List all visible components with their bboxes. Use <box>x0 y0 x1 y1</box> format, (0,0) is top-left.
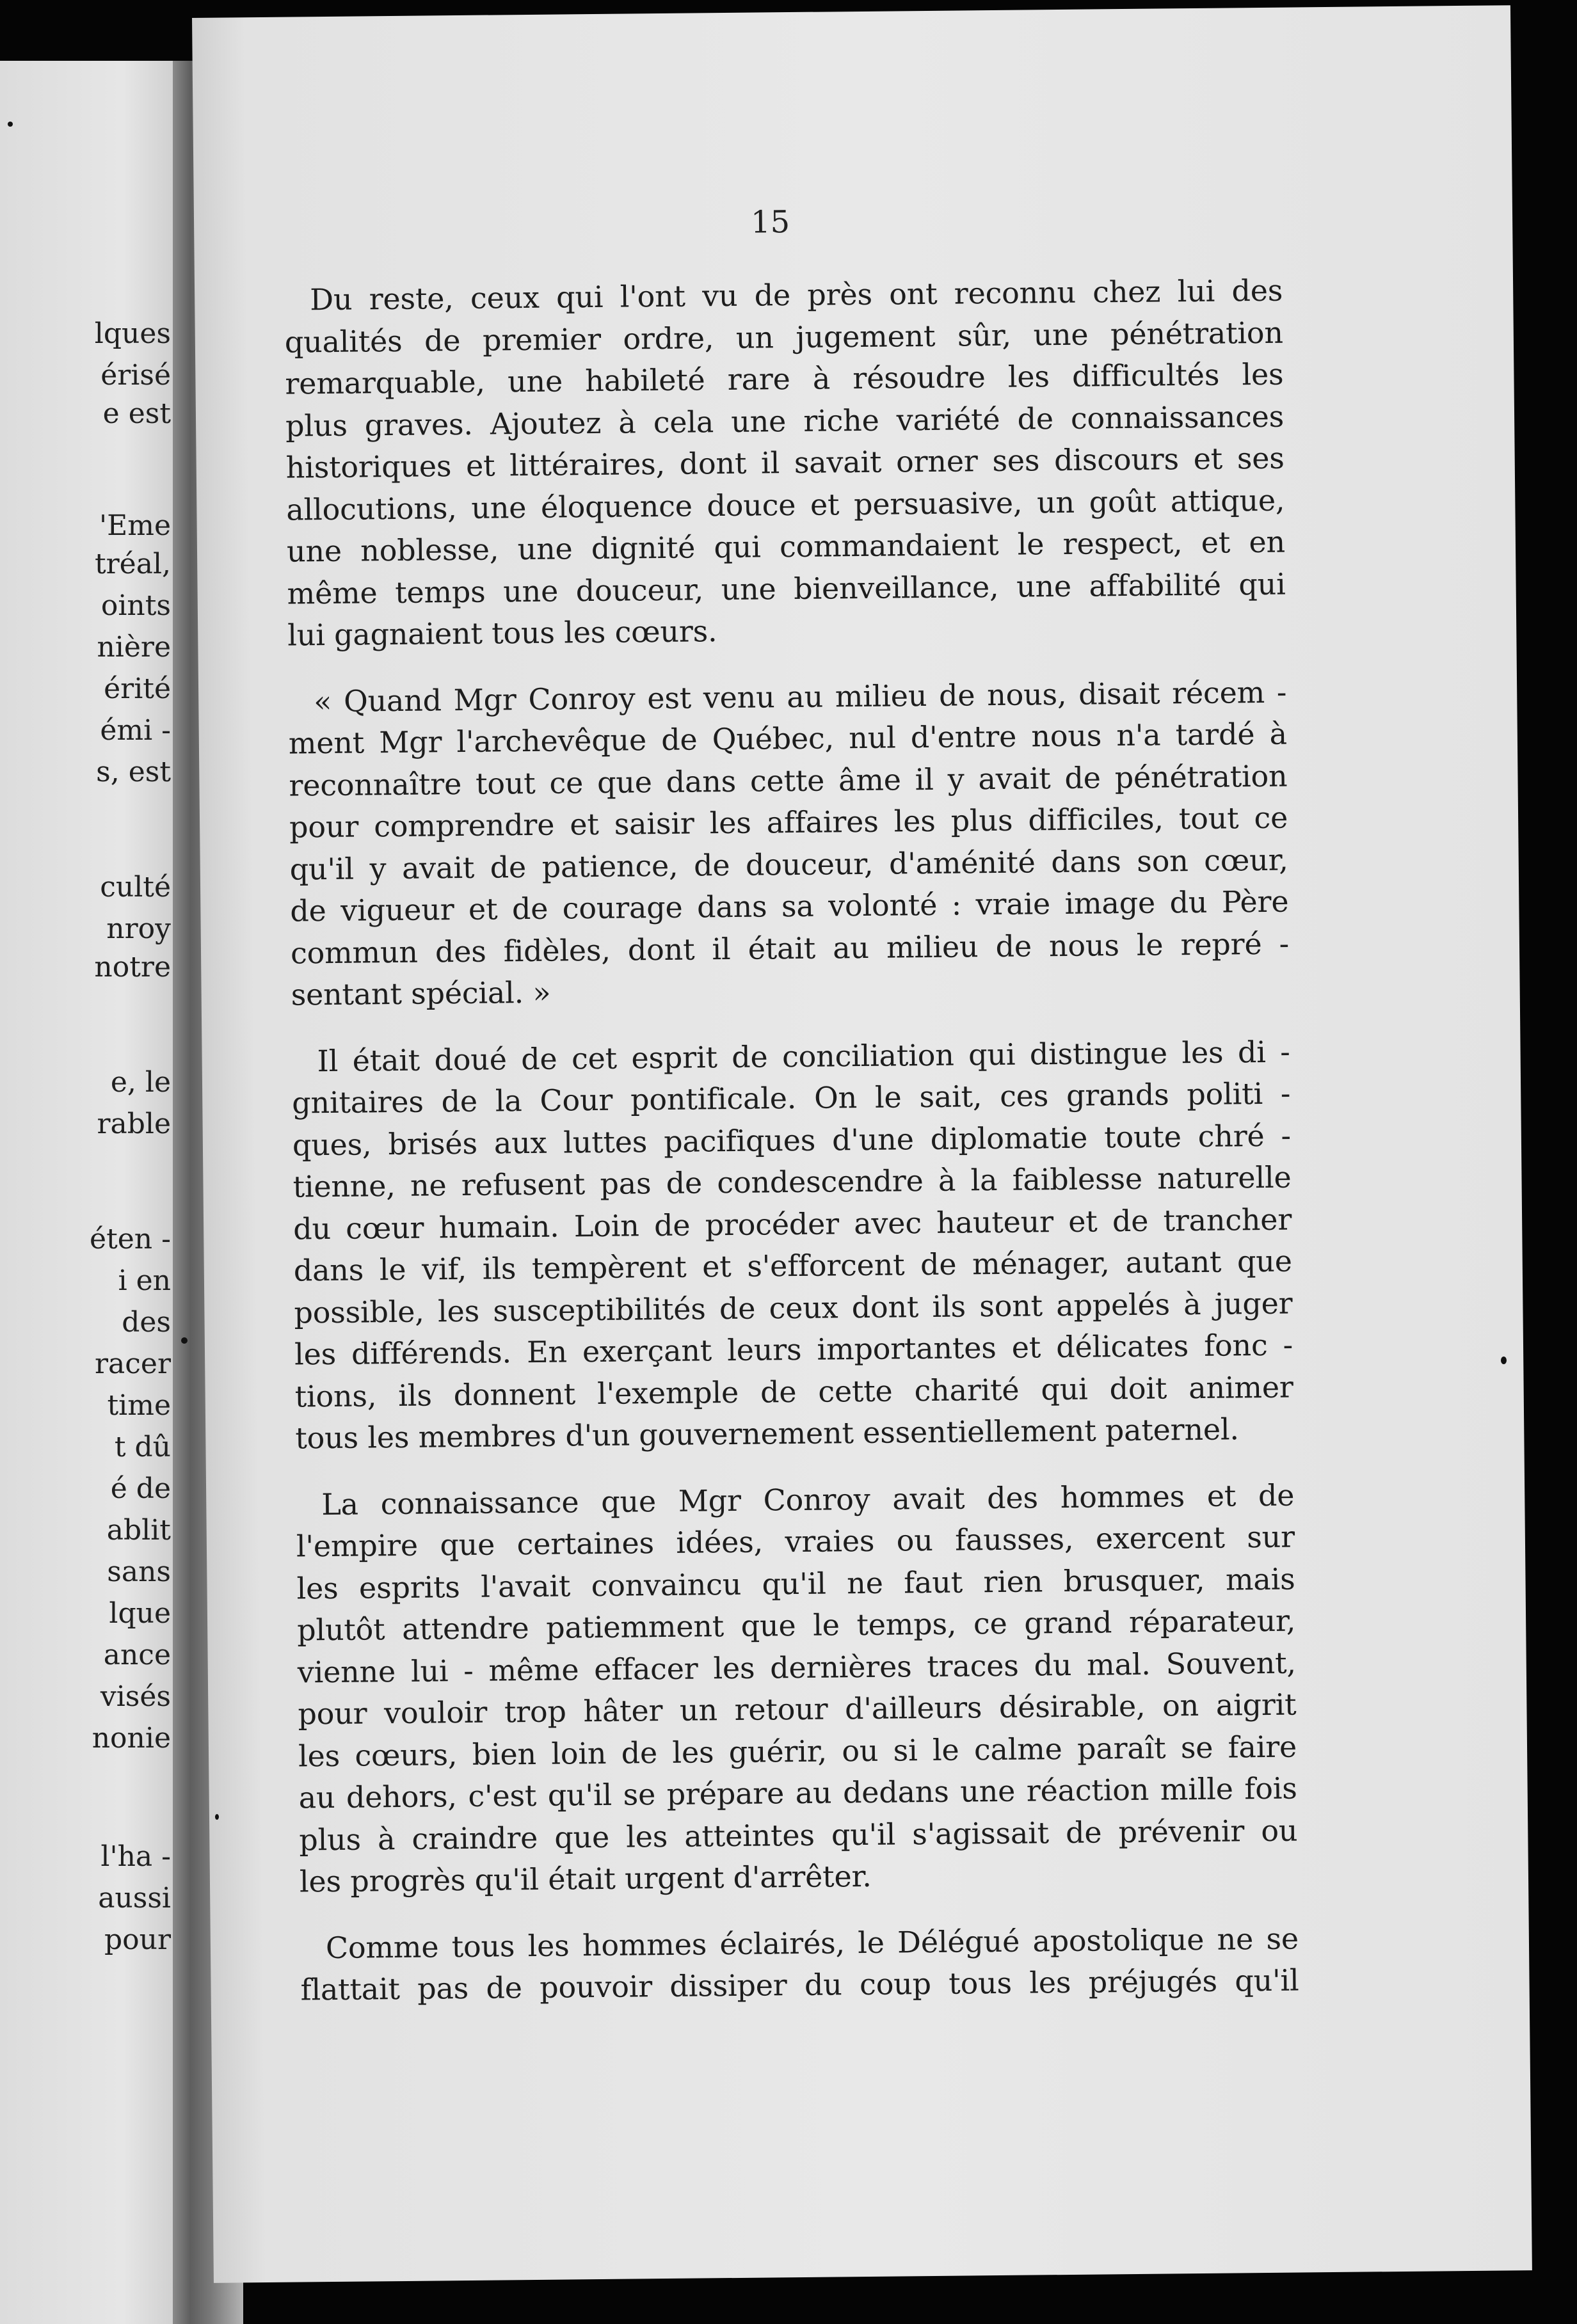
text-line: La connaissance que Mgr Conroy avait des hommes et de <box>321 1477 1295 1522</box>
left-page-text-fragment: rable <box>97 1108 171 1140</box>
left-page-text-fragment: nonie <box>92 1722 171 1755</box>
dust-speck <box>181 1337 188 1344</box>
text-line: qu'il y avait de patience, de douceur, d'aménité dans son cœur, <box>289 842 1288 887</box>
text-line: pour comprendre et saisir les affaires les plus difficiles, tout ce <box>289 800 1288 845</box>
text-line: dans le vif, ils tempèrent et s'efforcent de ménager, autant que <box>293 1243 1292 1288</box>
left-page-text-fragment: ablit <box>106 1514 171 1547</box>
left-page-text-fragment: culté <box>100 871 171 903</box>
text-line: Comme tous les hommes éclairés, le Délégué apostolique ne se <box>325 1921 1299 1965</box>
paragraph <box>288 671 1290 1016</box>
text-line: Du reste, ceux qui l'ont vu de près ont reconnu chez lui des <box>309 273 1283 317</box>
text-line: ment Mgr l'archevêque de Québec, nul d'entre nous n'a tardé à <box>288 716 1288 761</box>
left-page-text-fragment: érité <box>104 673 171 705</box>
text-line: reconnaître tout ce que dans cette âme il y avait de pénétration <box>289 758 1288 803</box>
text-line: commun des fidèles, dont il était au milieu de nous le repré - <box>290 926 1290 971</box>
left-page-text-fragment: des <box>122 1306 171 1339</box>
left-page-text-fragment: pour <box>104 1923 171 1956</box>
text-line: les différends. En exerçant leurs importantes et délicates fonc - <box>294 1327 1293 1372</box>
text-line: historiques et littéraires, dont il savait orner ses discours et ses <box>285 440 1285 485</box>
text-line: plus à craindre que les atteintes qu'il s'agissait de prévenir ou <box>299 1813 1298 1858</box>
left-page-text-fragment: lque <box>109 1597 171 1630</box>
left-page-text-fragment: tréal, <box>94 548 171 580</box>
left-page-text-fragment: nière <box>97 631 171 664</box>
text-line: l'empire que certaines idées, vraies ou fausses, exercent sur <box>296 1519 1295 1564</box>
text-line: au dehors, c'est qu'il se prépare au dedans une réaction mille fois <box>298 1771 1297 1815</box>
left-page-text-fragment: i en <box>118 1264 171 1297</box>
text-line: plutôt attendre patiemment que le temps, ce grand réparateur, <box>296 1603 1296 1648</box>
text-line: gnitaires de la Cour pontificale. On le sait, ces grands politi - <box>292 1076 1291 1120</box>
text-line: du cœur humain. Loin de procéder avec hauteur et de trancher <box>292 1202 1292 1246</box>
text-line: sentant spécial. » <box>291 975 551 1012</box>
text-line: lui gagnaient tous les cœurs. <box>287 614 717 653</box>
left-page-text-fragment: t dû <box>114 1431 171 1463</box>
left-page-text-fragment: e, le <box>110 1066 171 1099</box>
paragraph <box>291 1031 1293 1460</box>
text-line: tienne, ne refusent pas de condescendre à la faiblesse naturelle <box>292 1159 1292 1204</box>
left-page-text-fragment: sans <box>107 1556 171 1588</box>
left-page-text-fragment: éten - <box>90 1223 171 1255</box>
left-page-text-fragment: racer <box>95 1348 171 1380</box>
text-line: les cœurs, bien loin de les guérir, ou si le calme paraît se faire <box>298 1729 1297 1774</box>
paragraph <box>300 1918 1299 2011</box>
left-page-text-fragment: nroy <box>106 912 171 945</box>
text-line: Il était doué de cet esprit de conciliation qui distingue les di - <box>317 1034 1290 1078</box>
left-page-text-fragment: e est <box>102 397 171 430</box>
text-line: les esprits l'avait convaincu qu'il ne faut rien brusquer, mais <box>296 1561 1295 1606</box>
left-page-text-fragment: é de <box>110 1472 171 1505</box>
left-page-text-fragment: time <box>107 1389 171 1422</box>
text-line: vienne lui - même effacer les dernières traces du mal. Souvent, <box>297 1645 1297 1690</box>
dust-speck <box>8 122 13 127</box>
text-line: ques, brisés aux luttes pacifiques d'une diplomatie toute chré - <box>292 1118 1292 1163</box>
left-page-text-fragment: notre <box>94 951 171 983</box>
text-line: même temps une douceur, une bienveillance, une affabilité qui <box>287 566 1286 611</box>
text-line: pour vouloir trop hâter un retour d'ailleurs désirable, on aigrit <box>298 1687 1297 1731</box>
text-line: les progrès qu'il était urgent d'arrêter. <box>299 1858 872 1899</box>
left-page-text-fragment: ance <box>103 1639 171 1671</box>
paragraph <box>284 270 1286 657</box>
left-page-text-fragment: érisé <box>100 359 171 392</box>
text-line: « Quand Mgr Conroy est venu au milieu de nous, disait récem - <box>313 674 1287 719</box>
text-line: flattait pas de pouvoir dissiper du coup tous les préjugés qu'il <box>300 1962 1299 2007</box>
left-page-text-fragment: lques <box>94 317 171 350</box>
left-page-text-fragment: aussi <box>98 1882 171 1914</box>
text-line: remarquable, une habileté rare à résoudre les difficultés les <box>285 356 1284 401</box>
right-page <box>192 5 1532 2283</box>
left-page-text-fragment: émi - <box>100 714 171 747</box>
text-line: possible, les susceptibilités de ceux dont ils sont appelés à juger <box>294 1285 1293 1330</box>
text-line: tions, ils donnent l'exemple de cette charité qui doit animer <box>294 1369 1293 1414</box>
text-line: une noblesse, une dignité qui commandaient le respect, et en <box>286 524 1286 569</box>
text-line: plus graves. Ajoutez à cela une riche variété de connaissances <box>285 399 1285 443</box>
text-line: tous les membres d'un gouvernement essentiellement paternel. <box>295 1412 1240 1456</box>
text-line: qualités de premier ordre, un jugement sûr, une pénétration <box>284 315 1284 360</box>
left-page-text-fragment: visés <box>100 1680 171 1713</box>
left-page-text-fragment: s, est <box>96 756 171 788</box>
dust-speck <box>1501 1357 1507 1364</box>
paragraph <box>296 1474 1298 1903</box>
left-page-fragment <box>0 61 176 2324</box>
page-body <box>284 270 1299 2011</box>
dust-speck <box>215 1814 219 1820</box>
text-line: allocutions, une éloquence douce et persuasive, un goût attique, <box>286 482 1285 527</box>
text-line: de vigueur et de courage dans sa volonté : vraie image du Père <box>290 884 1289 928</box>
left-page-text-fragment: l'ha - <box>100 1840 171 1873</box>
left-page-text-fragment: 'Eme <box>99 509 171 542</box>
page-number: 15 <box>750 204 790 241</box>
left-page-text-fragment: oints <box>100 589 171 622</box>
